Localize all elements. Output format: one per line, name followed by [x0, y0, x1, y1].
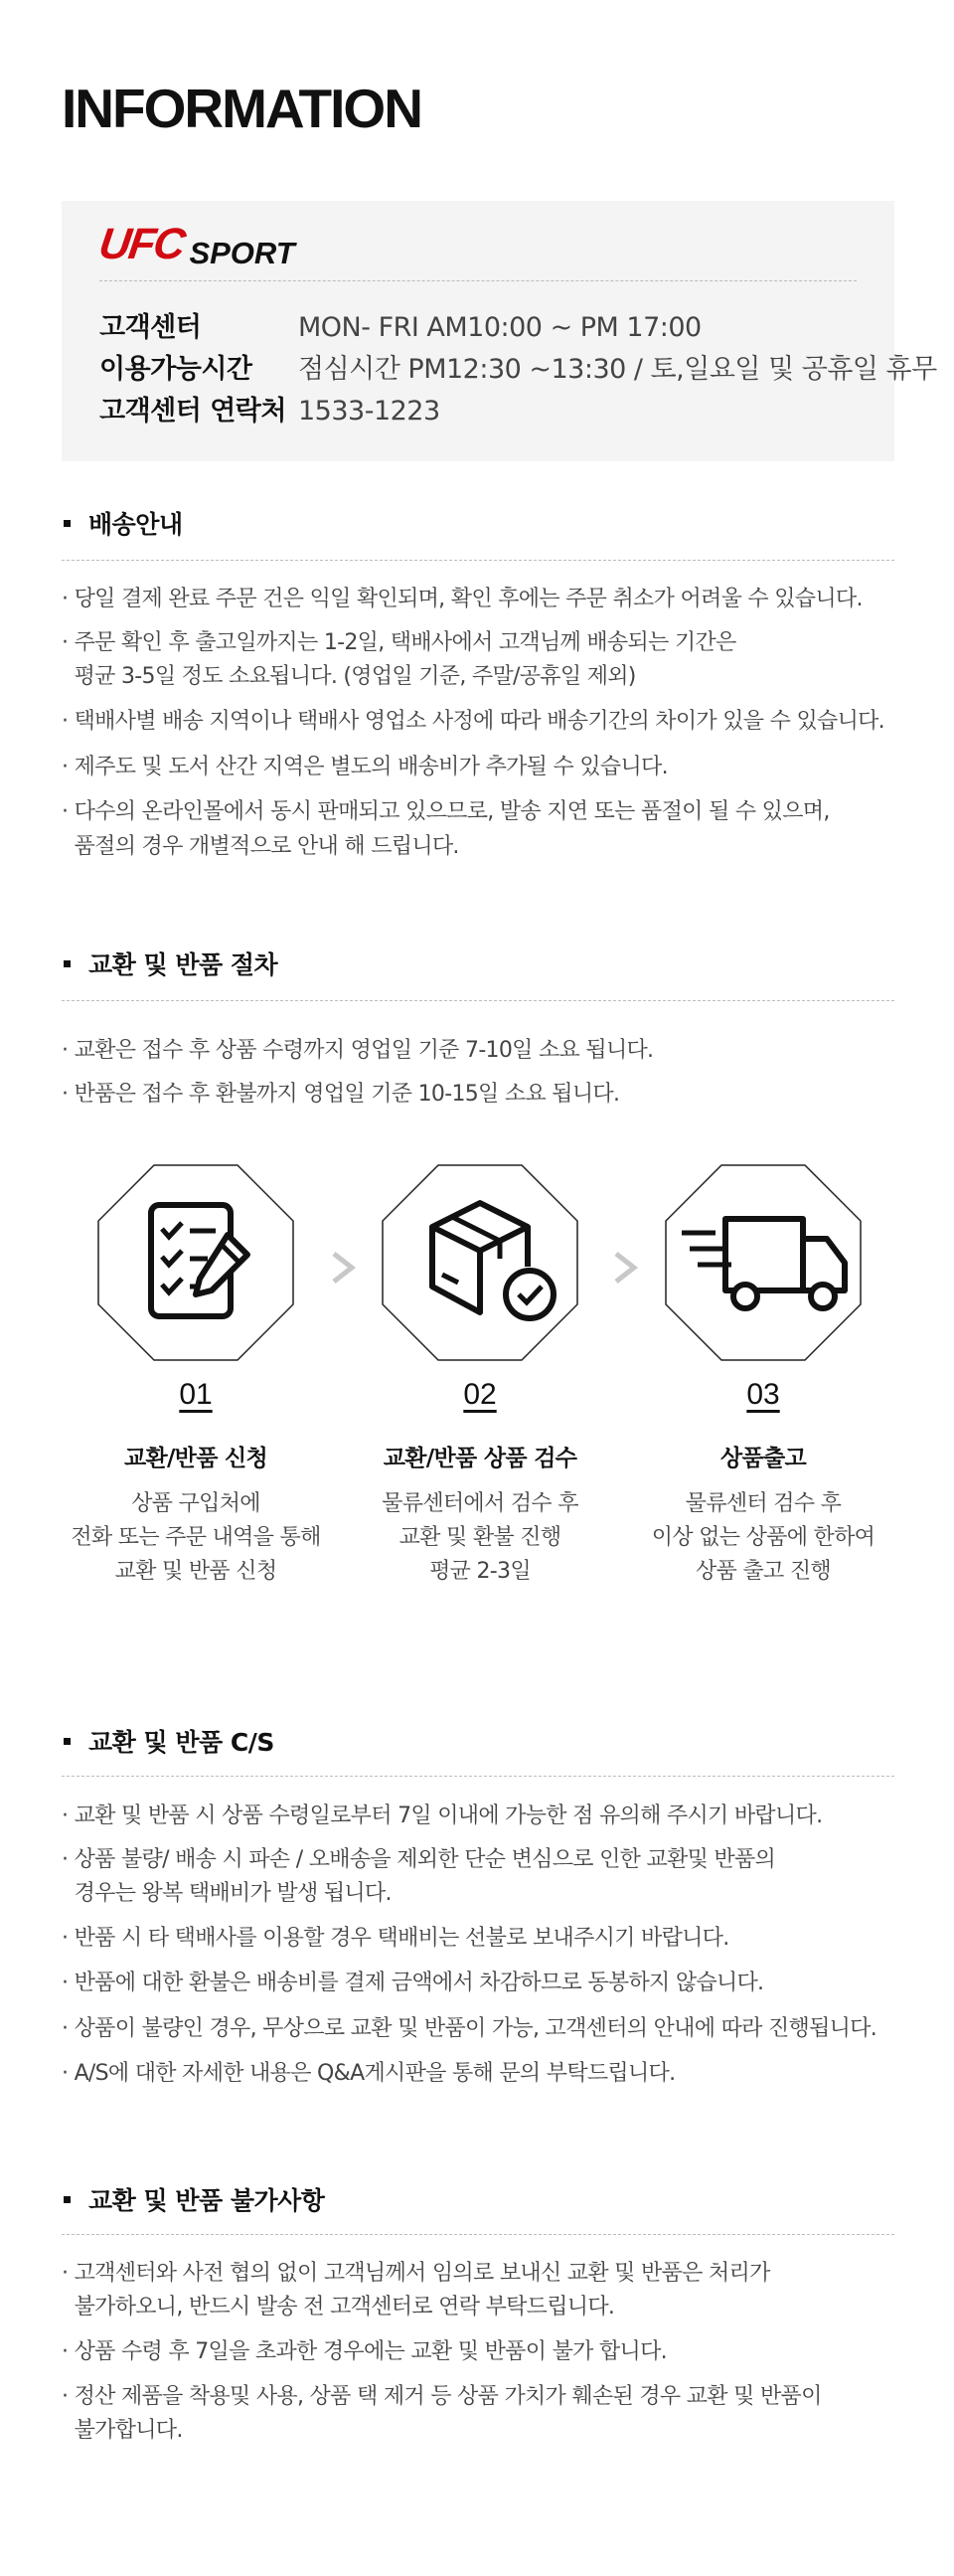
section-title: 교환 및 반품 불가사항 [88, 2186, 325, 2215]
square-bullet-icon [64, 2196, 71, 2203]
exchange-cs-line: · 반품에 대한 환불은 배송비를 결제 금액에서 차감하므로 동봉하지 않습니다. [62, 1971, 764, 1995]
section-title: 교환 및 반품 절차 [88, 950, 278, 979]
section-divider [62, 2234, 894, 2235]
exchange-cs-line: · 교환 및 반품 시 상품 수령일로부터 7일 이내에 가능한 점 유의해 주시기 바랍니다. [62, 1803, 823, 1828]
logo-sport-text: SPORT [189, 236, 295, 270]
info-value: MON- FRI AM10:00 ~ PM 17:00 [298, 312, 702, 343]
section-heading-shipping [64, 505, 183, 541]
exchange-process-line: · 반품은 접수 후 환불까지 영업일 기준 10-15일 소요 됩니다. [62, 1082, 620, 1107]
section-heading-exchange-restrictions [64, 2181, 324, 2217]
shipping-line: 평균 3-5일 정도 소요됩니다. (영업일 기준, 주말/공휴일 제외) [62, 664, 636, 689]
step-title: 교환/반품 신청 [123, 1446, 268, 1471]
square-bullet-icon [64, 520, 71, 527]
info-row-hours [99, 314, 702, 341]
exchange-cs-line: 경우는 왕복 택배비가 발생 됩니다. [62, 1881, 392, 1906]
exchange-restriction-line: 불가하오니, 반드시 발송 전 고객센터로 연락 부탁드립니다. [62, 2295, 615, 2319]
step-desc-line: 상품 구입처에 [131, 1491, 260, 1516]
square-bullet-icon [64, 960, 71, 967]
chevron-right-icon [610, 1248, 640, 1288]
section-title: 교환 및 반품 C/S [88, 1728, 274, 1757]
shipping-line: · 다수의 온라인몰에서 동시 판매되고 있으므로, 발송 지연 또는 품절이 될 수 있으며, [62, 799, 830, 824]
step-desc-line: 교환 및 반품 신청 [114, 1559, 277, 1584]
step-number: 03 [746, 1378, 780, 1411]
step-desc-line: 상품 출고 진행 [696, 1559, 831, 1584]
step-desc-line: 전화 또는 주문 내역을 통해 [71, 1525, 321, 1550]
step-number: 01 [179, 1378, 213, 1411]
step-number: 02 [463, 1378, 497, 1411]
exchange-cs-line: · A/S에 대한 자세한 내용은 Q&A게시판을 통해 문의 부탁드립니다. [62, 2061, 676, 2086]
square-bullet-icon [64, 1738, 71, 1745]
exchange-restriction-line: · 정산 제품을 착용및 사용, 상품 택 제거 등 상품 가치가 훼손된 경우 교환 및 반품이 [62, 2384, 822, 2409]
step-desc-line: 물류센터에서 검수 후 [382, 1491, 578, 1516]
exchange-restriction-line: 불가합니다. [62, 2418, 183, 2443]
logo-ufc-text: UFC [95, 220, 187, 268]
info-row-contact [99, 398, 440, 425]
info-value: 점심시간 PM12:30 ~13:30 / 토,일요일 및 공휴일 휴무 [298, 354, 937, 385]
step-desc-line: 교환 및 환불 진행 [398, 1525, 561, 1550]
info-value[interactable]: 1533-1223 [298, 396, 440, 427]
exchange-restriction-line: · 고객센터와 사전 협의 없이 고객님께서 임의로 보내신 교환 및 반품은 처리가 [62, 2261, 770, 2286]
section-divider [62, 1776, 894, 1777]
checklist-edit-icon [96, 1163, 295, 1362]
shipping-line: · 주문 확인 후 출고일까지는 1-2일, 택배사에서 고객님께 배송되는 기간은 [62, 630, 736, 655]
step-title: 교환/반품 상품 검수 [383, 1446, 577, 1471]
exchange-cs-line: · 반품 시 타 택배사를 이용할 경우 택배비는 선불로 보내주시기 바랍니다. [62, 1926, 729, 1951]
step-desc-line: 이상 없는 상품에 한하여 [651, 1525, 875, 1550]
section-heading-exchange-process [64, 945, 277, 981]
step-title: 상품출고 [719, 1446, 807, 1471]
ufc-sport-logo [95, 220, 295, 270]
info-row-available-time [99, 356, 937, 383]
section-divider [62, 1000, 894, 1001]
box-check-icon [381, 1163, 579, 1362]
info-label: 고객센터 [99, 312, 202, 343]
exchange-restriction-line: · 상품 수령 후 7일을 초과한 경우에는 교환 및 반품이 불가 합니다. [62, 2339, 667, 2364]
info-label: 이용가능시간 [99, 354, 252, 385]
exchange-cs-line: · 상품 불량/ 배송 시 파손 / 오배송을 제외한 단순 변심으로 인한 교환및 반품의 [62, 1847, 776, 1872]
delivery-truck-icon [664, 1163, 863, 1362]
step-desc-line: 평균 2-3일 [429, 1559, 531, 1584]
step-desc-line: 물류센터 검수 후 [685, 1491, 842, 1516]
page-title: INFORMATION [62, 78, 421, 139]
exchange-process-line: · 교환은 접수 후 상품 수령까지 영업일 기준 7-10일 소요 됩니다. [62, 1038, 654, 1063]
info-label: 고객센터 연락처 [99, 396, 286, 427]
exchange-cs-line: · 상품이 불량인 경우, 무상으로 교환 및 반품이 가능, 고객센터의 안내에 따라 진행됩니다. [62, 2016, 877, 2041]
shipping-line: · 당일 결제 완료 주문 건은 익일 확인되며, 확인 후에는 주문 취소가 어려울 수 있습니다. [62, 587, 863, 611]
shipping-line: · 택배사별 배송 지역이나 택배사 영업소 사정에 따라 배송기간의 차이가 있을 수 있습니다. [62, 709, 884, 734]
section-title: 배송안내 [88, 510, 183, 539]
shipping-line: 품절의 경우 개별적으로 안내 해 드립니다. [62, 834, 459, 859]
chevron-right-icon [328, 1248, 358, 1288]
info-box [62, 201, 937, 461]
info-divider [99, 280, 857, 281]
shipping-line: · 제주도 및 도서 산간 지역은 별도의 배송비가 추가될 수 있습니다. [62, 755, 668, 779]
section-divider [62, 560, 894, 561]
section-heading-exchange-cs [64, 1723, 274, 1759]
